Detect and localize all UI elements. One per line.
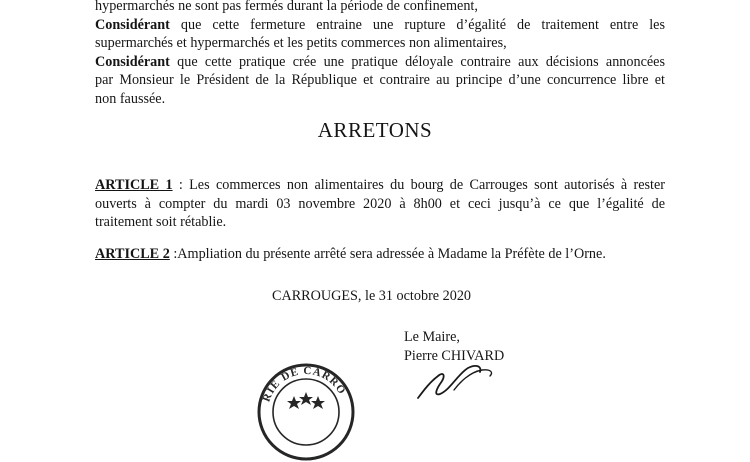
article-1 — [95, 176, 665, 232]
intro-line-1: hypermarchés ne sont pas fermés durant la période de confinement, — [95, 0, 478, 14]
considerant-1-line-2: supermarchés et hypermarchés et les petits commerces non alimentaires, — [95, 35, 507, 52]
considerant-2-line-2: par Monsieur le Président de la République et contraire au principe d’une concurrence libre et — [95, 72, 665, 89]
intro-paragraph — [95, 0, 665, 109]
seal-star-icon — [287, 392, 325, 409]
article-1-label: ARTICLE 1 — [95, 177, 173, 193]
article-2-text: :Ampliation du présente arrêté sera adressée à Madame la Préfète de l’Orne. — [169, 246, 606, 262]
considerant-2-line-1 — [95, 53, 665, 72]
article-2 — [95, 245, 665, 264]
considerant-2-line-3: non faussée. — [95, 90, 166, 107]
considerant-1-label: Considérant — [95, 16, 170, 33]
arretons-heading: ARRETONS — [317, 118, 433, 142]
considerant-1-text: que cette fermeture entraine une rupture d’égalité de traitement entre les — [169, 16, 665, 33]
considerant-2-text: que cette pratique crée une pratique déloyale contraire aux décisions annoncées — [169, 53, 665, 70]
article-1-line-1 — [95, 176, 665, 195]
place-date: CARROUGES, le 31 octobre 2020 — [272, 288, 472, 304]
article-1-line-3: traitement soit rétablie. — [95, 214, 227, 231]
signatory-title: Le Maire, — [404, 329, 460, 345]
considerant-2-label: Considérant — [95, 53, 170, 70]
considerant-1-line-1 — [95, 16, 665, 35]
article-1-text: : Les commerces non alimentaires du bourg de Carrouges sont autorisés à rester — [172, 177, 665, 193]
seal-text: RIE DE CARRO — [260, 364, 349, 404]
article-2-label: ARTICLE 2 — [95, 246, 170, 262]
mayor-signature — [410, 360, 530, 400]
article-2-line — [95, 245, 665, 264]
article-1-line-2: ouverts à compter du mardi 03 novembre 2020 à 8h00 et ceci jusqu’à ce que l’égalité de — [95, 195, 665, 212]
official-seal-stamp — [256, 362, 356, 462]
signatory-name: Pierre CHIVARD — [404, 347, 505, 364]
